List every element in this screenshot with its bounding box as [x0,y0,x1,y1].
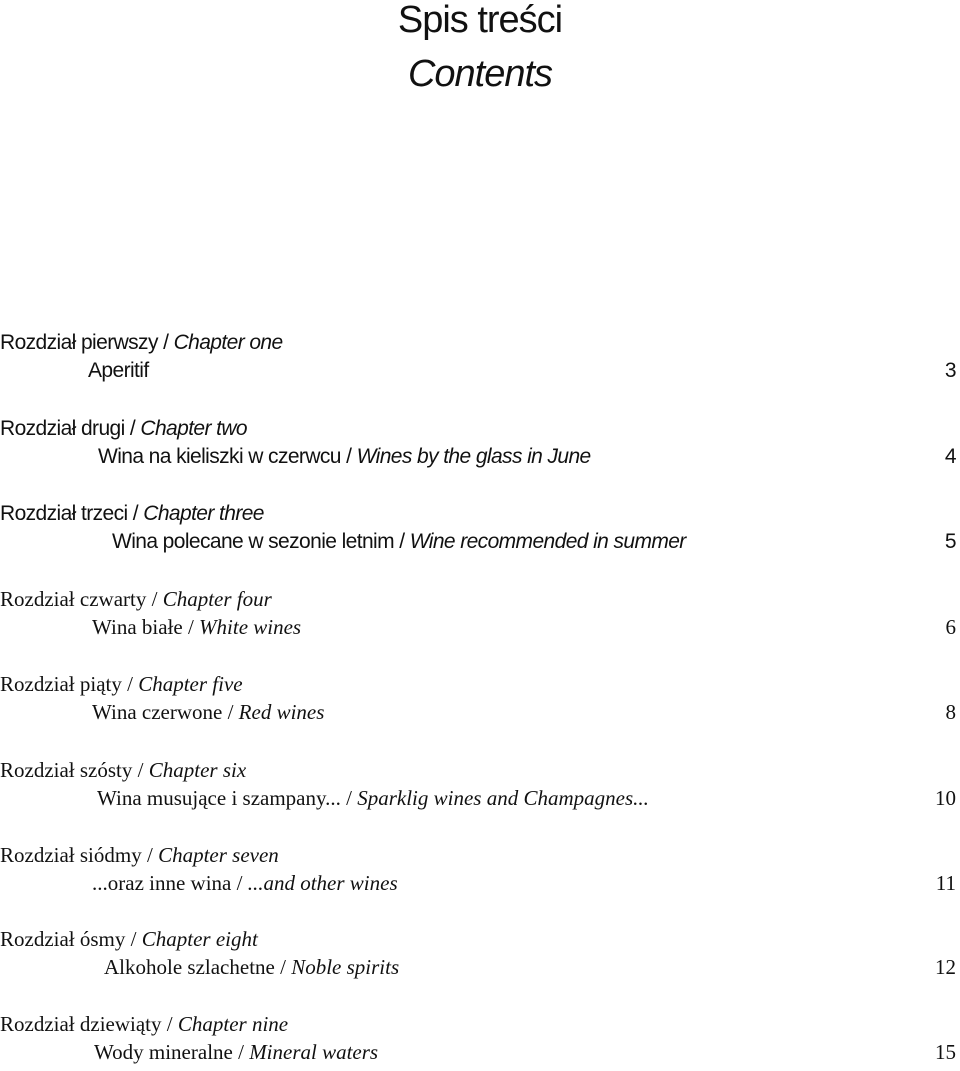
chapter-title-english: Red wines [238,700,325,724]
chapter-label-polish: Rozdział piąty / [0,672,133,696]
chapter-title-english: ...and other wines [247,871,398,895]
chapter-title [94,1039,378,1065]
chapter-heading [0,671,243,697]
chapter-title-english: Wine recommended in summer [409,530,686,553]
chapter-label-polish: Rozdział ósmy / [0,927,137,951]
page-number: 10 [935,786,956,810]
chapter-heading [0,1011,288,1037]
chapter-title-english: Sparklig wines and Champagnes... [357,786,649,810]
chapter-label-polish: Rozdział pierwszy / [0,331,169,354]
toc-entry-chapter-one[interactable] [0,330,960,390]
chapter-label-english: Chapter four [162,587,272,611]
chapter-label-polish: Rozdział czwarty / [0,587,158,611]
page-number: 4 [944,445,956,468]
chapter-heading [0,586,272,612]
chapter-title-polish: Alkohole szlachetne / [104,955,286,979]
chapter-title-polish: Wina musujące i szampany... / [97,786,352,810]
page-number: 11 [935,871,956,895]
chapter-title [92,614,301,640]
chapter-label-polish: Rozdział dziewiąty / [0,1012,173,1036]
chapter-label-english: Chapter eight [141,927,258,951]
chapter-heading [0,501,264,527]
chapter-title [92,870,398,896]
page-number: 15 [935,1040,956,1064]
page-number: 3 [944,359,956,382]
chapter-title-english: Noble spirits [291,955,400,979]
chapter-title-polish: ...oraz inne wina / [92,871,243,895]
page-title-polish: Spis treści [397,0,563,41]
chapter-title-polish: Wina polecane w sezonie letnim / [112,530,405,553]
chapter-label-english: Chapter three [143,502,264,525]
chapter-title-polish: Wina czerwone / [92,700,234,724]
toc-entry-chapter-nine[interactable] [0,1011,960,1071]
chapter-label-english: Chapter two [140,417,248,440]
page-number: 6 [945,615,956,639]
chapter-title-polish: Wody mineralne / [94,1040,244,1064]
chapter-title-english: Mineral waters [249,1040,379,1064]
toc-entry-chapter-seven[interactable] [0,842,960,902]
chapter-title [104,954,399,980]
chapter-label-english: Chapter five [138,672,243,696]
page-number: 8 [945,700,956,724]
chapter-heading [0,842,279,868]
page-title-english: Contents [407,53,553,95]
chapter-heading [0,416,247,442]
toc-entry-chapter-four[interactable] [0,586,960,646]
chapter-title-english: White wines [199,615,302,639]
chapter-heading [0,757,246,783]
toc-entry-chapter-six[interactable] [0,757,960,817]
chapter-title-english: Wines by the glass in June [356,445,591,468]
chapter-label-polish: Rozdział trzeci / [0,502,139,525]
chapter-heading [0,926,258,952]
chapter-heading [0,330,283,356]
chapter-label-english: Chapter nine [177,1012,289,1036]
chapter-title [92,699,324,725]
toc-entry-chapter-three[interactable] [0,501,960,561]
chapter-title-polish: Wina na kieliszki w czerwcu / [98,445,352,468]
toc-entry-chapter-eight[interactable] [0,926,960,986]
chapter-title [88,358,149,384]
chapter-title [97,785,649,811]
toc-entry-chapter-five[interactable] [0,671,960,731]
chapter-label-english: Chapter seven [158,843,279,867]
chapter-label-english: Chapter one [173,331,283,354]
chapter-title-polish: Wina białe / [92,615,194,639]
toc-entry-chapter-two[interactable] [0,416,960,476]
page-number: 5 [944,530,956,553]
page-number: 12 [935,955,956,979]
chapter-title [112,529,686,555]
chapter-title [98,444,591,470]
chapter-label-polish: Rozdział drugi / [0,417,136,440]
chapter-label-polish: Rozdział siódmy / [0,843,153,867]
chapter-title-polish: Aperitif [88,359,149,382]
chapter-label-english: Chapter six [148,758,247,782]
chapter-label-polish: Rozdział szósty / [0,758,144,782]
